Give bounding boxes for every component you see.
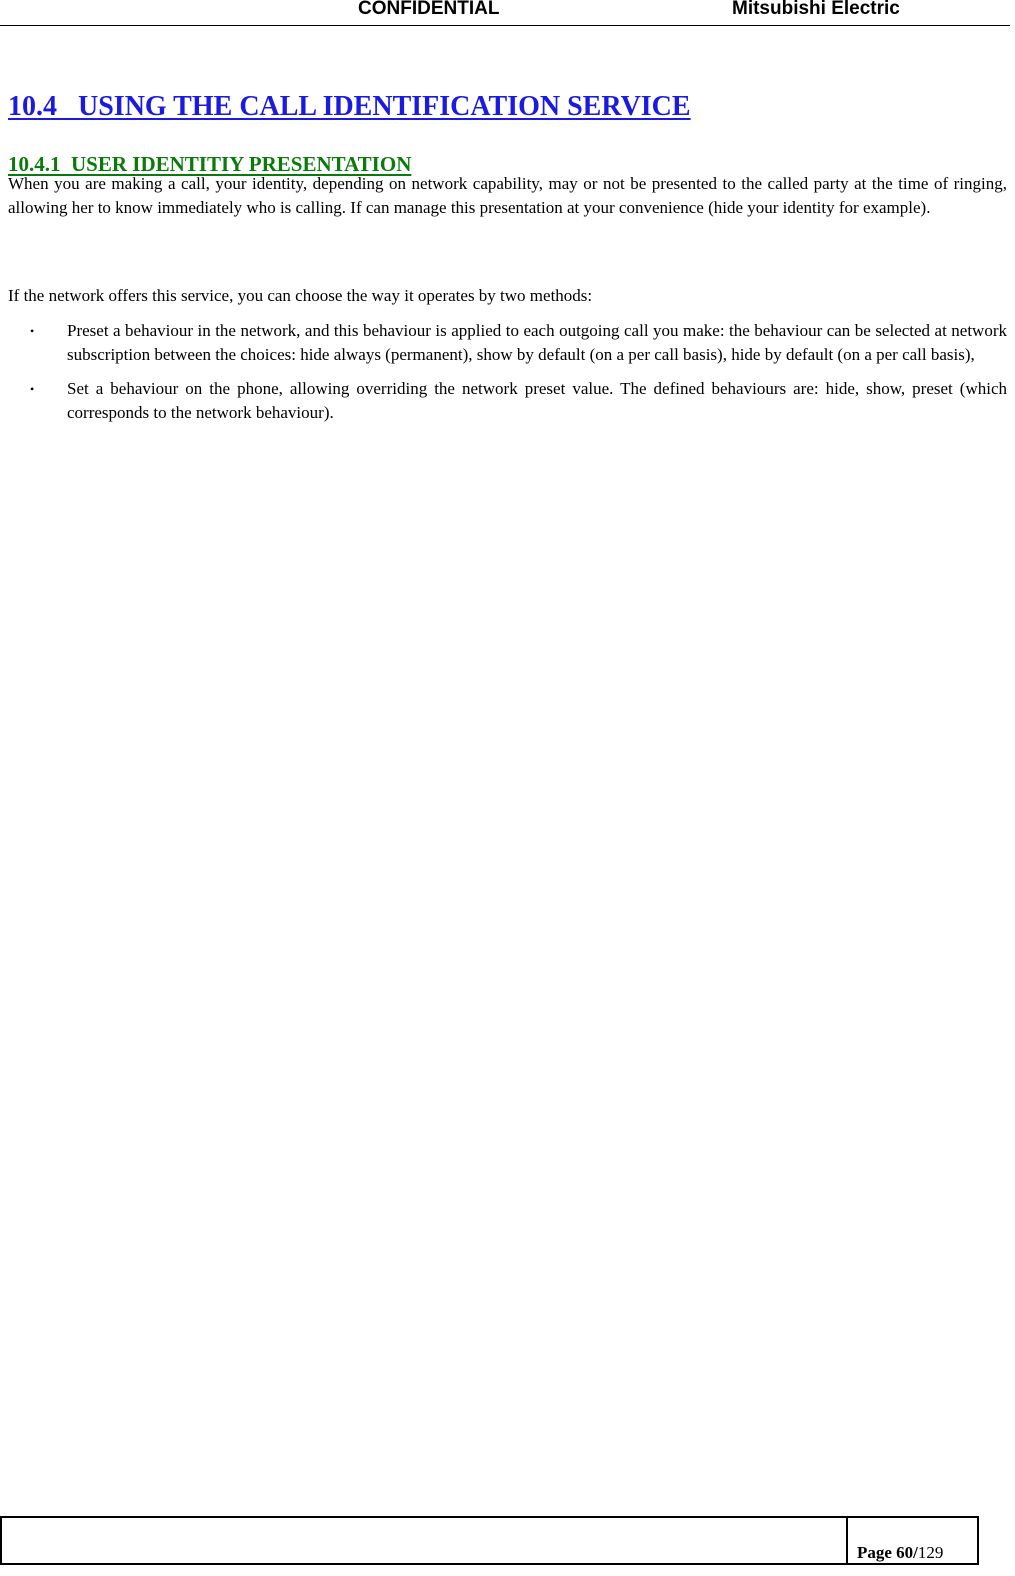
list-item <box>8 377 1007 425</box>
list-item-text: Preset a behaviour in the network, and this behaviour is applied to each outgoing call you make: the behaviour can be selected at network subscription between the choices: hide always (permanent), show by default (on a per call basis), hide by default (on a per call basis), <box>67 321 1007 364</box>
subsection-heading: 10.4.1 USER IDENTITIY PRESENTATION <box>8 152 412 176</box>
page-footer <box>0 1516 979 1565</box>
page-header <box>0 0 1010 26</box>
list-item <box>8 319 1007 367</box>
section-heading: 10.4 USING THE CALL IDENTIFICATION SERVICE <box>8 91 691 122</box>
page-total: 129 <box>917 1543 944 1562</box>
methods-list <box>8 319 1007 435</box>
bullet-icon: • <box>30 382 35 396</box>
bullet-icon: • <box>30 324 35 338</box>
intro-paragraph: When you are making a call, your identity, depending on network capability, may or not be presented to the called party at the time of ringing, allowing her to know immediately who is calling. If can manage this presentation at your convenience (hide your identity for example). <box>8 174 1007 217</box>
company-name: Mitsubishi Electric <box>732 0 900 19</box>
page-label: Page 60/ <box>857 1543 918 1562</box>
confidential-label: CONFIDENTIAL <box>358 0 500 19</box>
list-item-text: Set a behaviour on the phone, allowing overriding the network preset value. The defined behaviours are: hide, show, preset (which corresponds to the network behaviour). <box>67 379 1007 422</box>
page-number <box>857 1544 943 1562</box>
methods-paragraph: If the network offers this service, you can choose the way it operates by two methods: <box>8 286 593 305</box>
page-number-cell <box>846 1518 981 1563</box>
